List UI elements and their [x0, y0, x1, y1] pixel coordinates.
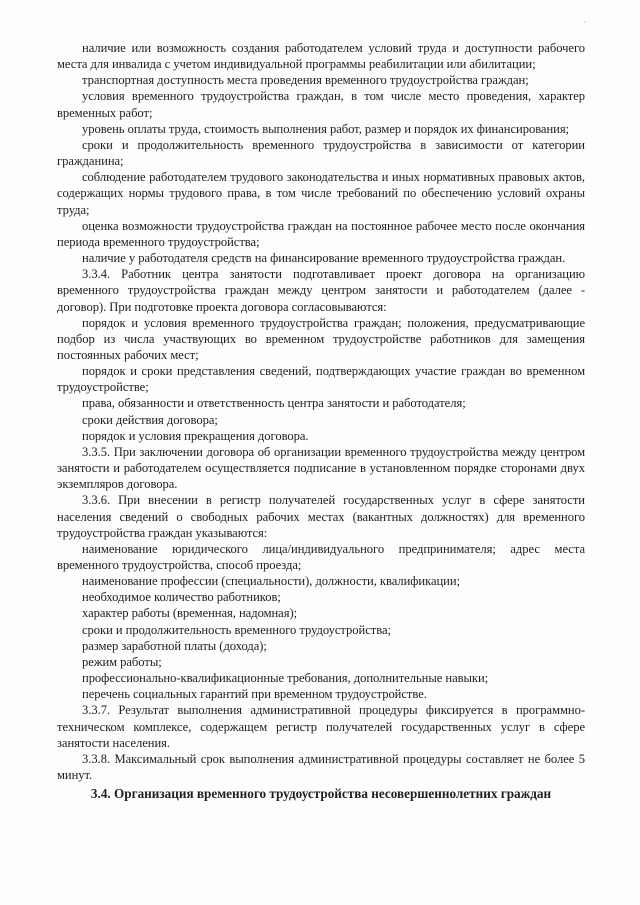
paragraph: профессионально-квалификационные требования, дополнительные навыки; [82, 671, 489, 686]
paragraph: порядок и сроки представления сведений, подтверждающих участие граждан во временном трудоустройстве; [57, 364, 585, 395]
paragraph: порядок и условия прекращения договора. [82, 428, 309, 443]
paragraph: 3.3.7. Результат выполнения административной процедуры фиксируется в программно-техническом комплексе, содержащем регистр получателей государственных услуг в сфере занятости населения. [57, 703, 585, 750]
paragraph: транспортная доступность места проведения временного трудоустройства граждан; [82, 73, 529, 88]
paragraph: сроки и продолжительность временного трудоустройства в зависимости от категории гражданина; [57, 137, 585, 169]
paragraph: перечень социальных гарантий при временном трудоустройстве. [82, 687, 427, 702]
paragraph: 3.3.4. Работник центра занятости подготавливает проект договора на организацию временного трудоустройства граждан между центром занятости и работодателем (далее - договор). При подготовке проекта договора согласовываются: [57, 267, 585, 314]
paragraph: сроки и продолжительность временного трудоустройства; [82, 622, 391, 637]
paragraph: наименование юридического лица/индивидуального предпринимателя; адрес места временного трудоустройства, способ проезда; [57, 541, 585, 572]
section-heading: 3.4. Организация временного трудоустройства несовершеннолетних граждан [90, 786, 552, 802]
paragraph: оценка возможности трудоустройства граждан на постоянное рабочее место после окончания периода временного трудоустройства; [57, 218, 585, 249]
paragraph: наличие или возможность создания работодателем условий труда и доступности рабочего места для инвалида с учетом индивидуальной программы реабилитации или абилитации; [57, 41, 585, 72]
paragraph: 3.3.5. При заключении договора об организации временного трудоустройства между центром занятости и работодателем осуществляется подписание в установленном порядке сторонами двух экземпляров договора. [57, 444, 585, 492]
paragraph: права, обязанности и ответственность центра занятости и работодателя; [82, 396, 466, 411]
paragraph: 3.3.6. При внесении в регистр получателей государственных услуг в сфере занятости населения сведений о свободных рабочих местах (вакантных должностях) для временного трудоустройства граждан указываются: [57, 493, 585, 540]
paragraph: порядок и условия временного трудоустройства граждан; положения, предусматривающие подбор из числа участвующих во временном трудоустройстве работников для замещения постоянных рабочих мест; [57, 315, 585, 362]
paragraph: сроки действия договора; [82, 412, 218, 427]
paragraph: 3.3.8. Максимальный срок выполнения административной процедуры составляет не более 5 минут. [57, 751, 585, 783]
paragraph: размер заработной платы (дохода); [82, 638, 267, 653]
paragraph: уровень оплаты труда, стоимость выполнения работ, размер и порядок их финансирования; [82, 121, 570, 136]
scan-mark: · [583, 18, 586, 27]
paragraph: необходимое количество работников; [82, 590, 281, 605]
paragraph: условия временного трудоустройства граждан, в том числе место проведения, характер временных работ; [57, 89, 585, 120]
document-body [57, 40, 585, 783]
paragraph: наличие у работодателя средств на финансирование временного трудоустройства граждан. [82, 251, 566, 266]
paragraph: характер работы (временная, надомная); [82, 606, 298, 621]
paragraph: режим работы; [82, 654, 162, 669]
paragraph: наименование профессии (специальности), должности, квалификации; [82, 574, 461, 589]
paragraph: соблюдение работодателем трудового законодательства и иных нормативных правовых актов, содержащих нормы трудового права, в том числе требований по обеспечению условий охраны труда; [57, 170, 585, 217]
